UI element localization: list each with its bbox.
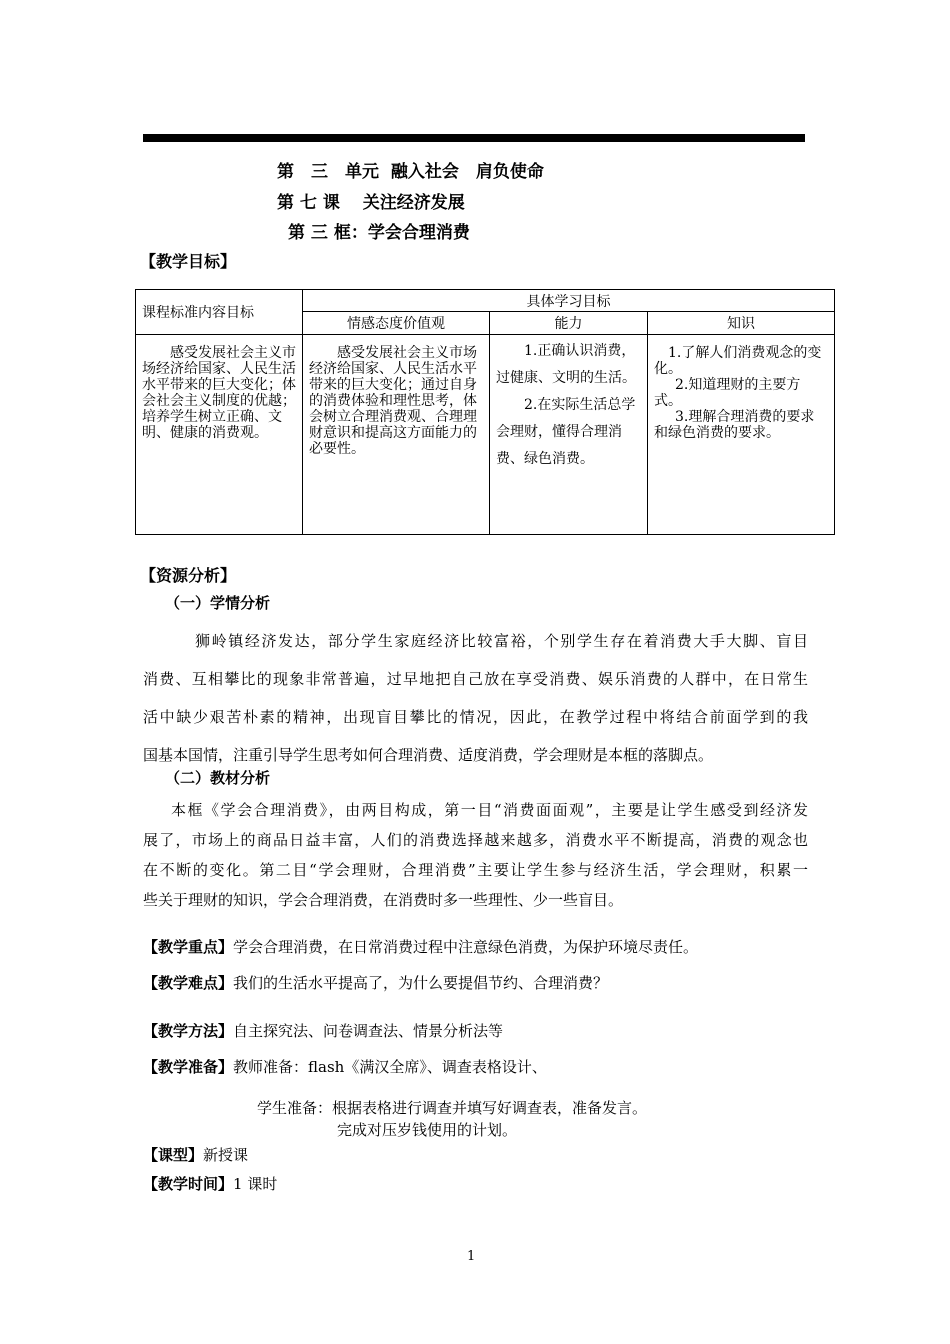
lesson-type-label: 【课型】 [143, 1146, 204, 1164]
paragraph-line: 活中缺少艰苦朴素的精神，出现盲目攀比的情况，因此，在教学过程中将结合前面学到的我 [143, 708, 808, 726]
prep-teacher-text: 教师准备：flash《满汉全席》、调查表格设计、 [233, 1058, 547, 1076]
section-goals: 【教学目标】 [140, 252, 237, 271]
group-header: 具体学习目标 [303, 290, 835, 312]
difficulty-label: 【教学难点】 [143, 974, 234, 992]
method-field [143, 1020, 503, 1041]
paragraph-line: 消费、互相攀比的现象非常普遍，过早地把自己放在享受消费、娱乐消费的人群中，在日常生 [143, 670, 808, 688]
lesson-type-text: 新授课 [203, 1146, 249, 1164]
page-number: 1 [467, 1249, 476, 1264]
material-analysis-paragraph [143, 795, 808, 915]
lesson-title: 第 七 课 关注经济发展 [277, 193, 465, 213]
cell-attitude: 感受发展社会主义市场经济给国家、人民生活水平带来的巨大变化；通过自身的消费体验和理性思考，体会树立合理消费观、合理理财意识和提高这方面能力的必要性。 [303, 335, 490, 535]
prep-label: 【教学准备】 [143, 1058, 234, 1076]
student-analysis-paragraph [143, 622, 808, 774]
paragraph-line: 国基本国情，注重引导学生思考如何合理消费、适度消费，学会理财是本框的落脚点。 [143, 746, 714, 764]
lesson-time-field [143, 1173, 277, 1194]
top-rule [143, 134, 805, 142]
method-text: 自主探究法、问卷调查法、情景分析法等 [233, 1022, 504, 1040]
difficulty-field [143, 972, 608, 993]
paragraph-line: 展了，市场上的商品日益丰富，人们的消费选择越来越多，消费水平不断提高，消费的观念也 [143, 831, 808, 849]
header-ability: 能力 [490, 312, 648, 335]
key-point-text: 学会合理消费，在日常消费过程中注意绿色消费，为保护环境尽责任。 [233, 938, 699, 956]
unit-title: 第 三 单元 融入社会 肩负使命 [277, 162, 544, 182]
paragraph-line: 在不断的变化。第二目“学会理财，合理消费”主要让学生参与经济生活，学会理财，积累一 [143, 861, 808, 879]
frame-title: 第 三 框：学会合理消费 [288, 223, 470, 243]
lesson-type-field [143, 1144, 248, 1165]
section-resources: 【资源分析】 [140, 566, 237, 585]
lesson-time-text: 1 课时 [233, 1175, 278, 1193]
header-attitude: 情感态度价值观 [303, 312, 490, 335]
prep-student-line-1: 学生准备：根据表格进行调查并填写好调查表，准备发言。 [257, 1099, 648, 1117]
col1-header: 课程标准内容目标 [136, 290, 303, 335]
method-label: 【教学方法】 [143, 1022, 234, 1040]
knowledge-item: 1.了解人们消费观念的变化。 [654, 345, 822, 377]
prep-student-line-2: 完成对压岁钱使用的计划。 [337, 1121, 518, 1139]
ability-item: 1.正确认识消费，过健康、文明的生活。 [496, 343, 636, 386]
cell-standard: 感受发展社会主义市场经济给国家、人民生活水平带来的巨大变化；体会社会主义制度的优越；培养学生树立正确、文明、健康的消费观。 [136, 335, 303, 535]
ability-item: 2.在实际生活总学会理财，懂得合理消费、绿色消费。 [496, 397, 636, 467]
key-point-label: 【教学重点】 [143, 938, 234, 956]
subsection-material-analysis: （二）教材分析 [165, 769, 271, 787]
cell-knowledge [648, 335, 835, 535]
key-point-field [143, 936, 698, 957]
subsection-student-analysis: （一）学情分析 [165, 594, 271, 612]
cell-ability [490, 335, 648, 535]
goals-table [135, 289, 835, 535]
header-knowledge: 知识 [648, 312, 835, 335]
difficulty-text: 我们的生活水平提高了，为什么要提倡节约、合理消费？ [233, 974, 609, 992]
knowledge-item: 3.理解合理消费的要求和绿色消费的要求。 [654, 409, 815, 441]
knowledge-item: 2.知道理财的主要方式。 [654, 377, 801, 409]
paragraph-line: 些关于理财的知识，学会合理消费，在消费时多一些理性、少一些盲目。 [143, 891, 624, 909]
paragraph-line: 狮岭镇经济发达，部分学生家庭经济比较富裕，个别学生存在着消费大手大脚、盲目 [195, 632, 808, 650]
lesson-time-label: 【教学时间】 [143, 1175, 234, 1193]
paragraph-line: 本框《学会合理消费》，由两目构成，第一目“消费面面观”，主要是让学生感受到经济发 [171, 801, 808, 819]
prep-field [143, 1056, 547, 1077]
